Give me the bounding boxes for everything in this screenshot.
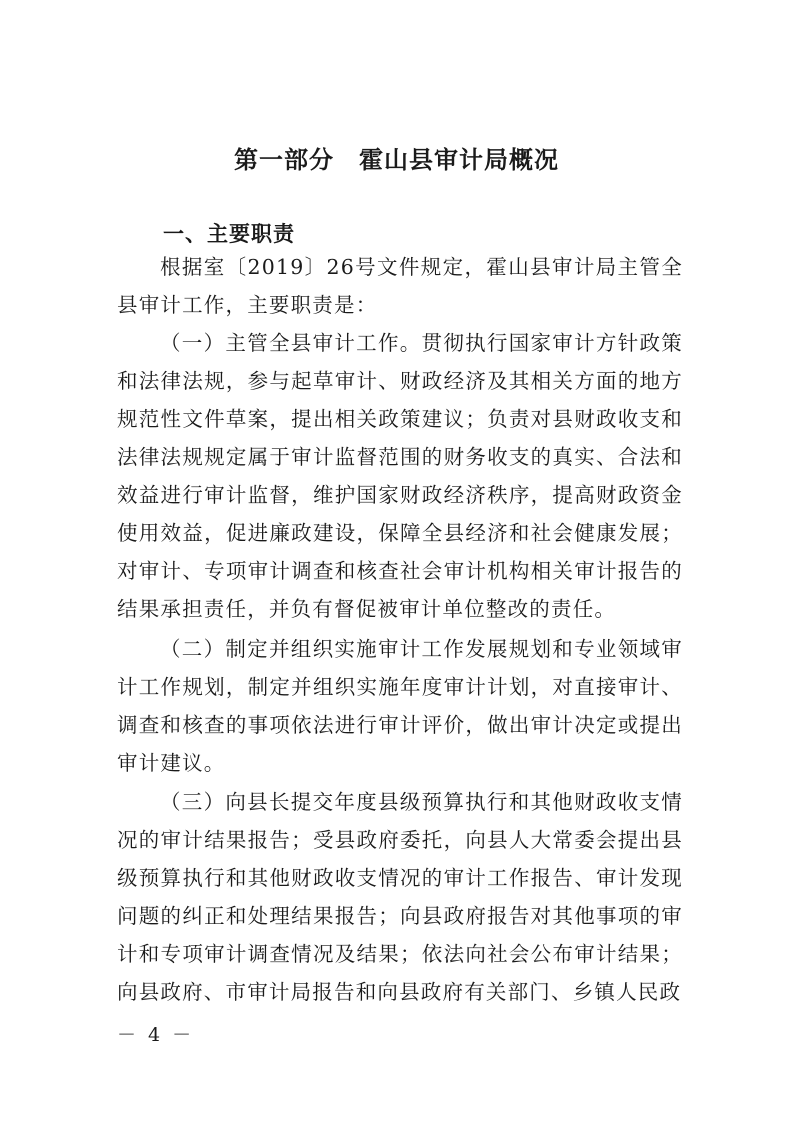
page-number: － 4 －: [117, 1024, 195, 1046]
item-3-paragraph: （三）向县长提交年度县级预算执行和其他财政收支情况的审计结果报告；受县政府委托，向县人大常委会提出县级预算执行和其他财政收支情况的审计工作报告、审计发现问题的纠正和处理结果报告；向县政府报告对其他事项的审计和专项审计调查情况及结果；依法向社会公布审计结果；向县政府、市审计局报告和向县政府有关部门、乡镇人民政: [117, 790, 683, 1004]
item-2-paragraph: （二）制定并组织实施审计工作发展规划和专业领域审计工作规划，制定并组织实施年度审计计划，对直接审计、调查和核查的事项依法进行审计评价，做出审计决定或提出审计建议。: [117, 637, 683, 775]
item-3-paragraph-block: [117, 783, 683, 1015]
item-1-paragraph: （一）主管全县审计工作。贯彻执行国家审计方针政策和法律法规，参与起草审计、财政经济及其相关方面的地方规范性文件草案，提出相关政策建议；负责对县财政收支和法律法规规定属于审计监督范围的财务收支的真实、合法和效益进行审计监督，维护国家财政经济秩序，提高财政资金使用效益，促进廉政建设，保障全县经济和社会健康发展；对审计、专项审计调查和核查社会审计机构相关审计报告的结果承担责任，并负有督促被审计单位整改的责任。: [117, 331, 683, 621]
page-title: 第一部分 霍山县审计局概况: [234, 146, 559, 174]
intro-paragraph-block: [117, 248, 683, 324]
item-1-paragraph-block: [117, 324, 683, 628]
intro-paragraph: 根据室〔2019〕26号文件规定，霍山县审计局主管全县审计工作，主要职责是：: [117, 255, 683, 317]
item-2-paragraph-block: [117, 630, 683, 782]
section-heading: 一、主要职责: [163, 222, 295, 246]
